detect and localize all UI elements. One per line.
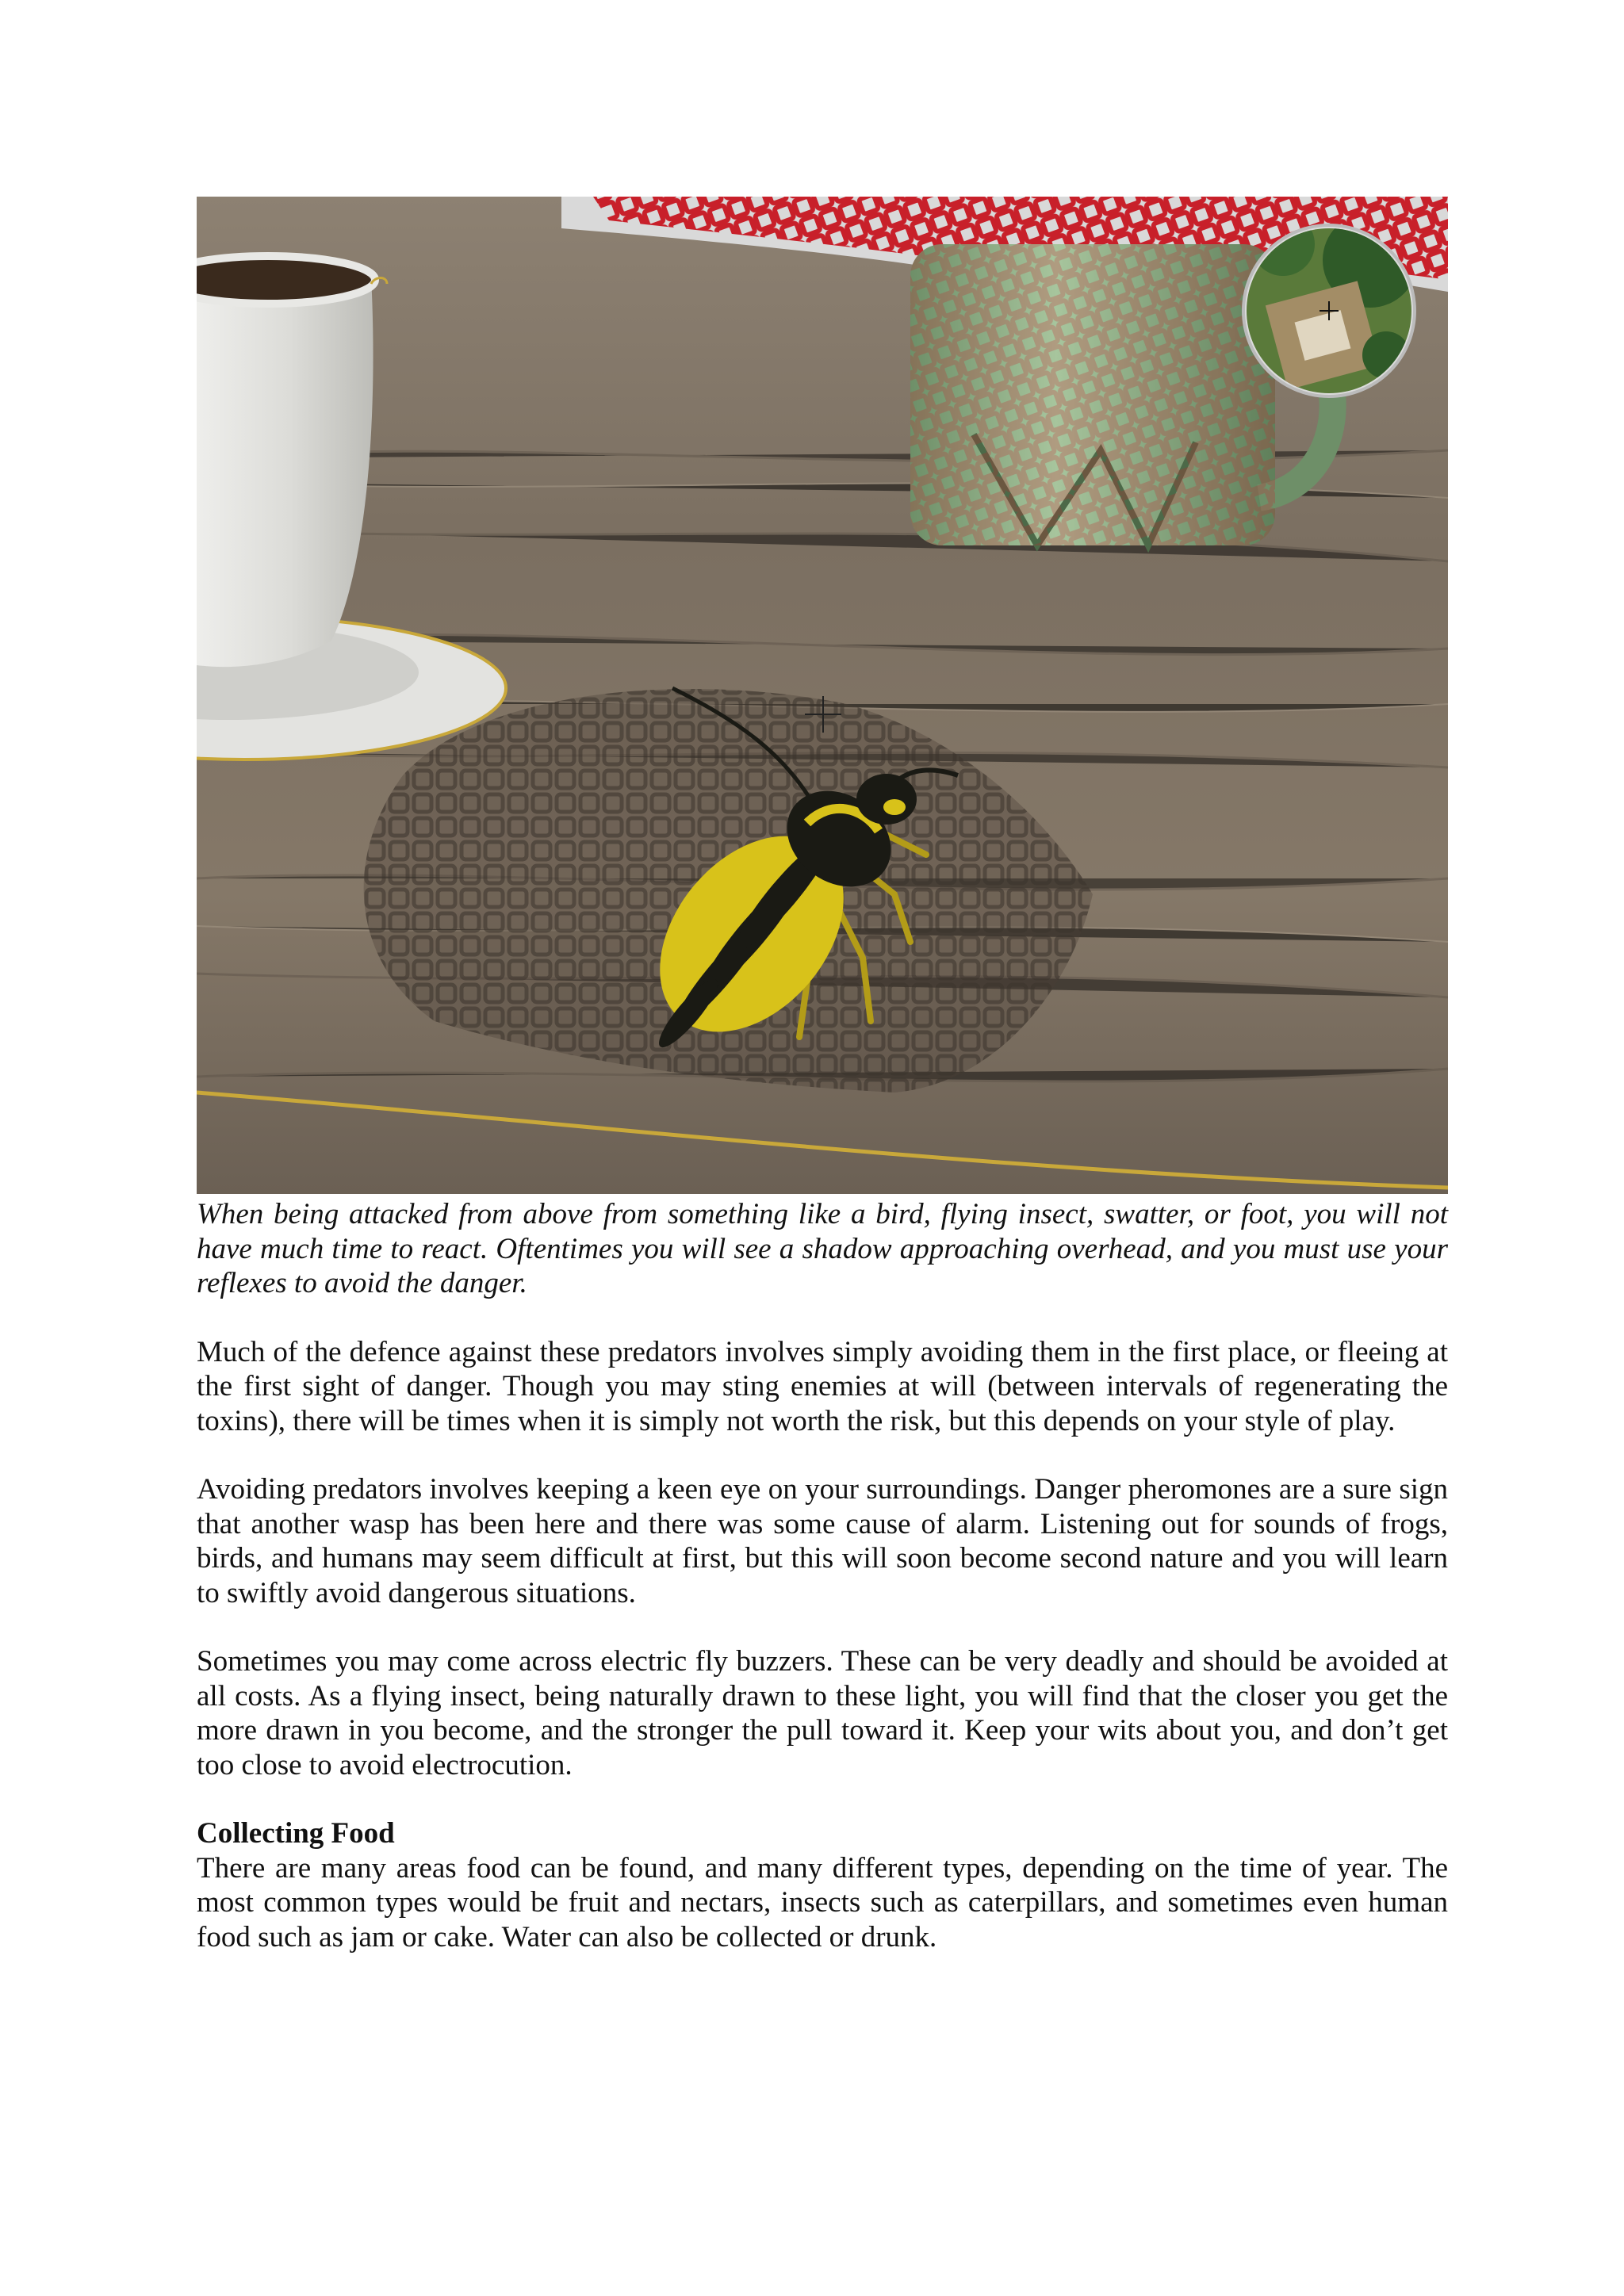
figure-caption: When being attacked from above from something like a bird, flying insect, swatter, or foot, you will not have much time to react. Oftentimes you will see a shadow approaching overhead, and you must use your reflexes to avoid the danger. — [197, 1198, 1448, 1299]
paragraph-collecting-food: There are many areas food can be found, and many different types, depending on the time of year. The most common types would be fruit and nectars, insects such as caterpillars, and sometimes even human food such as jam or cake. Water can also be collected or drunk. — [197, 1851, 1448, 1954]
document-page — [197, 197, 1448, 1954]
game-scene — [197, 197, 1448, 1194]
paragraph-predator-defence: Much of the defence against these predators involves simply avoiding them in the first place, or fleeing at the first sight of danger. Though you may sting enemies at will (between intervals of regenerating the toxins), there will be times when it is simply not worth the risk, but this depends on your style of play. — [197, 1335, 1448, 1437]
paragraph-avoiding-predators: Avoiding predators involves keeping a keen eye on your surroundings. Danger pheromones are a sure sign that another wasp has been here and there was some cause of alarm. Listening out for sounds of frogs, birds, and humans may seem difficult at first, but this will soon become second nature and you will learn to swiftly avoid dangerous situations. — [197, 1473, 1448, 1609]
section-heading: Collecting Food — [197, 1817, 395, 1850]
game-screenshot — [197, 197, 1448, 1194]
paragraph-electric-buzzers: Sometimes you may come across electric fly buzzers. These can be very deadly and should be avoided at all costs. As a flying insect, being naturally drawn to these light, you will find that the closer you get the more drawn in you become, and the stronger the pull toward it. Keep your wits about you, and don’t get too close to avoid electrocution. — [197, 1645, 1448, 1781]
